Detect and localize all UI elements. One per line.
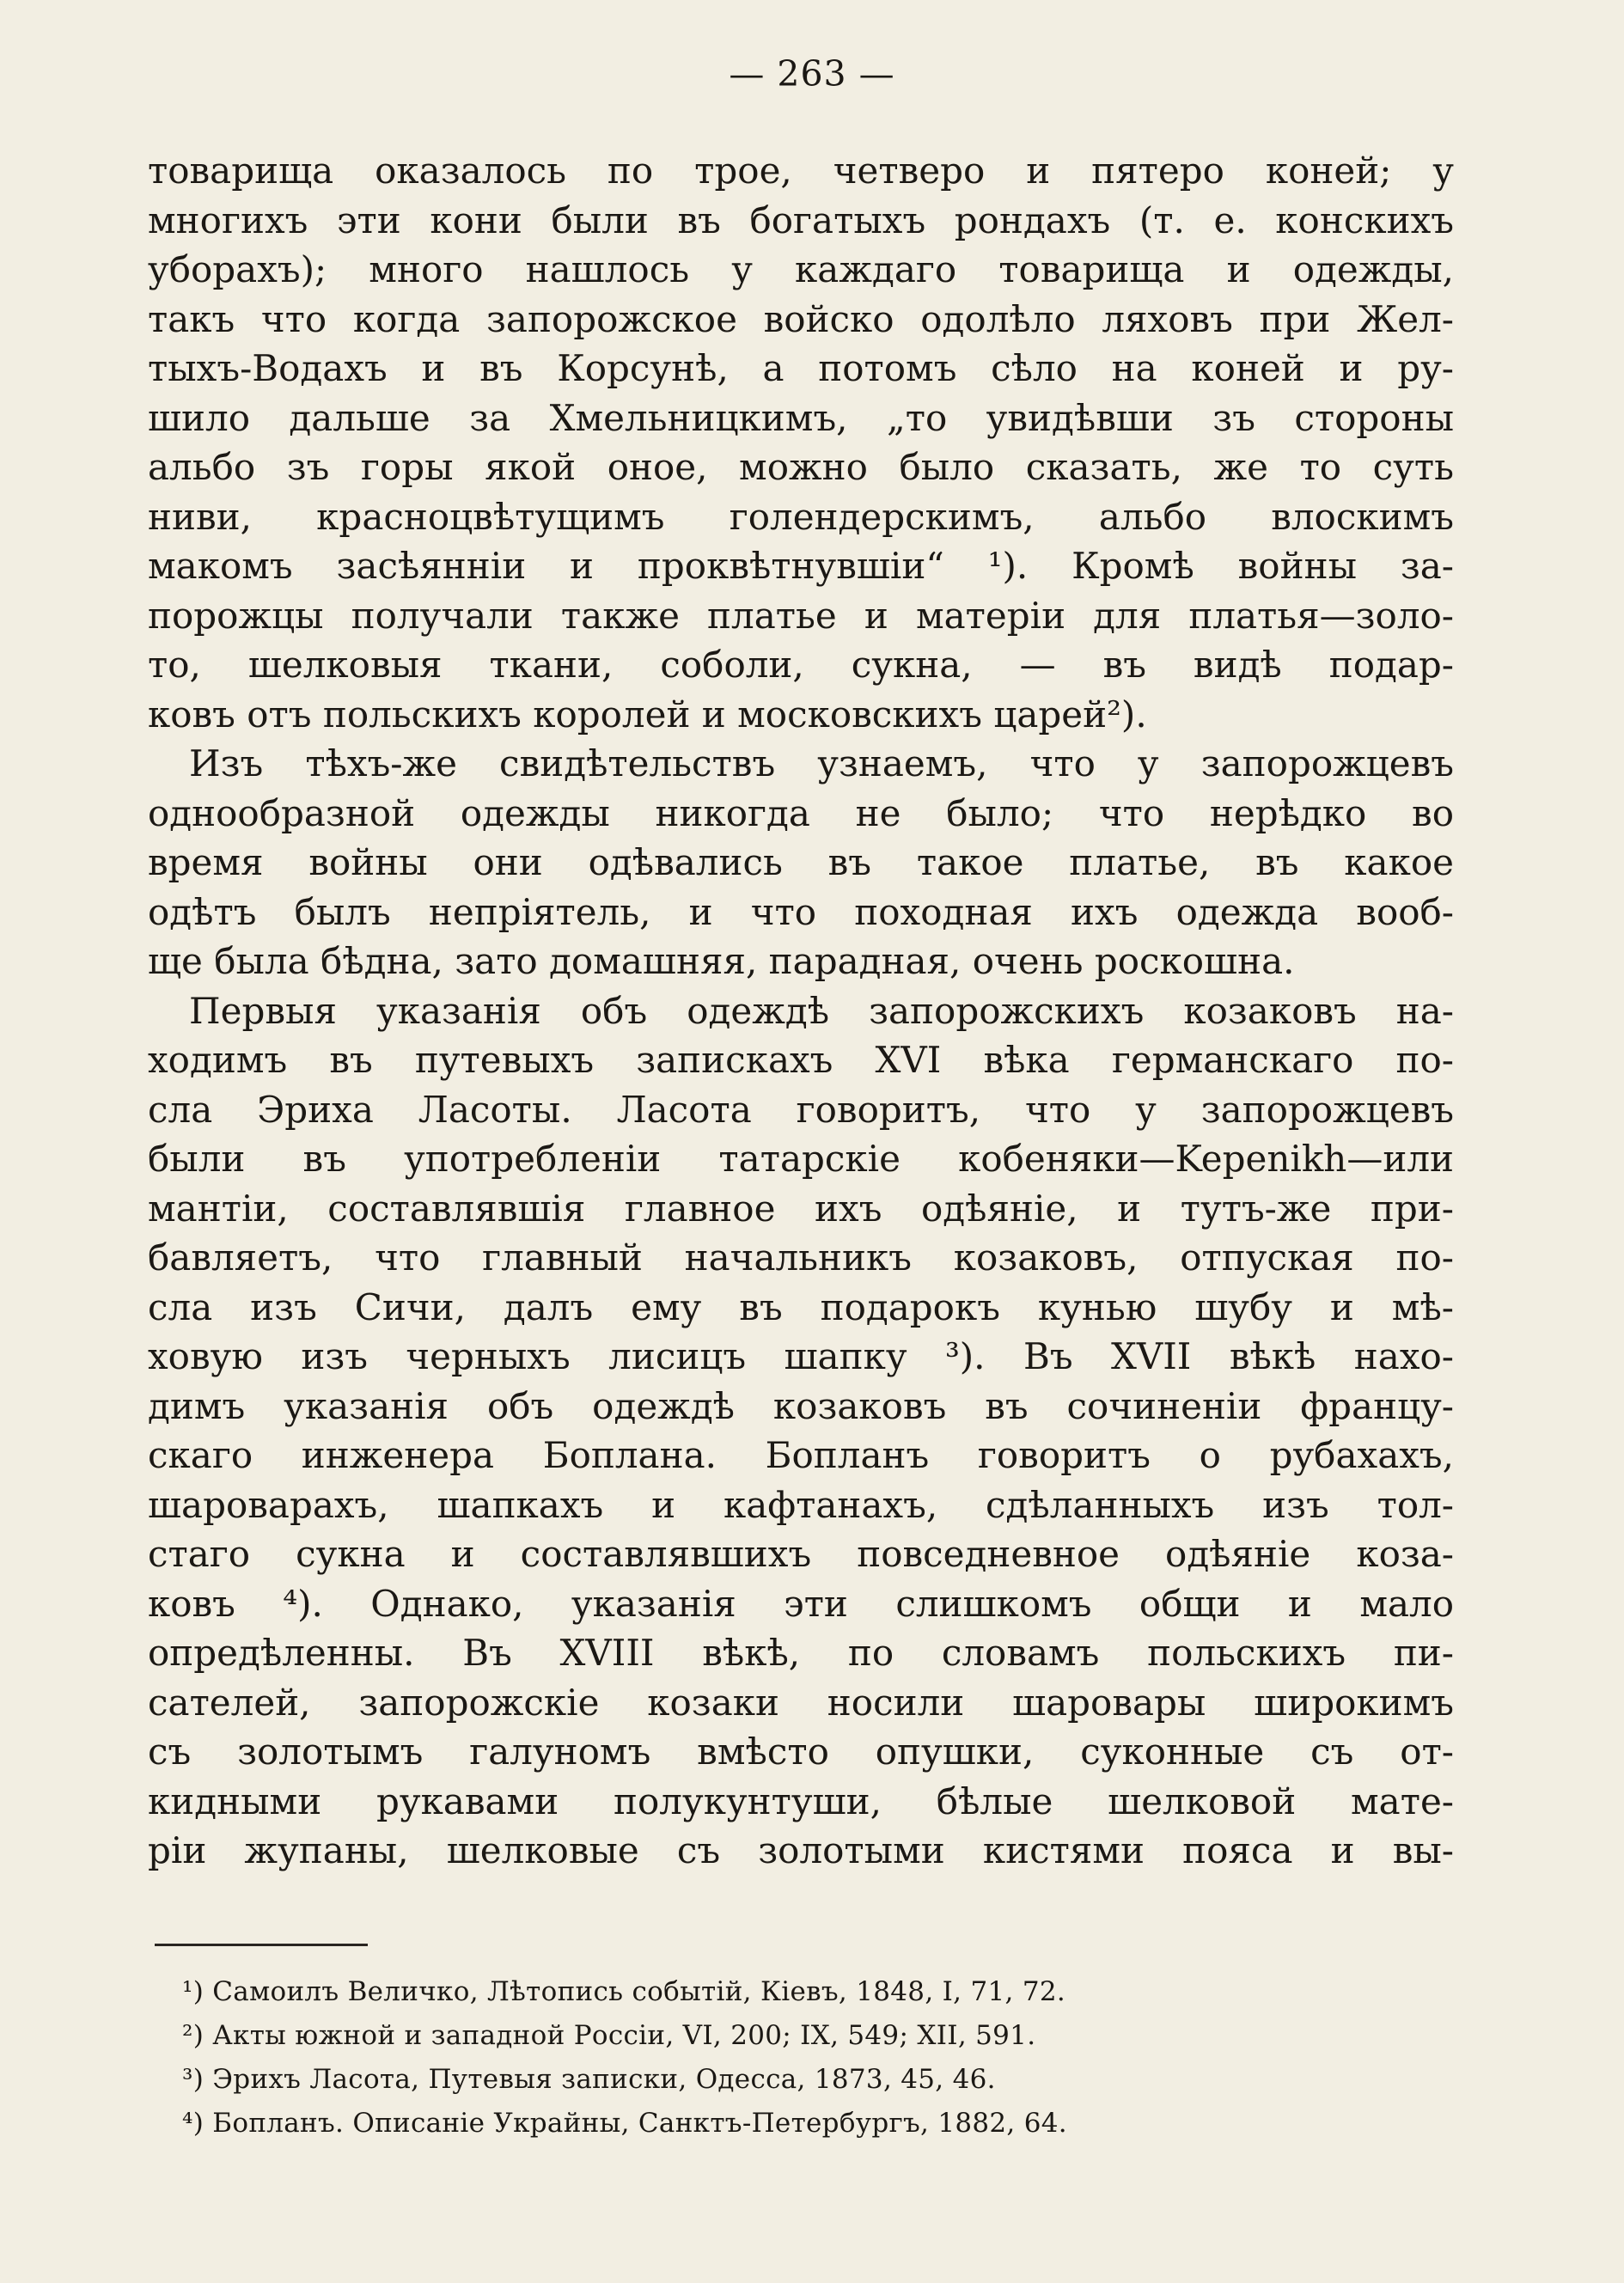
text-line: уборахъ); много нашлось у каждаго товарища и одежды, [148, 248, 1454, 290]
text-line: время войны они одѣвались въ такое платье, въ какое [148, 841, 1454, 883]
text-line: скаго инженера Боплана. Бопланъ говоритъ о рубахахъ, [148, 1434, 1454, 1476]
text-line: одѣтъ былъ непрiятель, и что походная ихъ одежда вооб- [148, 890, 1454, 933]
text-line: бавляетъ, что главный начальникъ козаковъ, отпуская по- [148, 1236, 1454, 1279]
text-line: то, шелковыя ткани, соболи, сукна, — въ видѣ подар- [148, 644, 1454, 686]
text-line: опредѣленны. Въ XVIII вѣкѣ, по словамъ польскихъ пи- [148, 1632, 1454, 1674]
text-line: димъ указанiя объ одеждѣ козаковъ въ сочиненiи францу- [148, 1384, 1454, 1427]
text-line: рiи жупаны, шелковые съ золотыми кистями пояса и вы- [148, 1829, 1454, 1871]
text-line: товарища оказалось по трое, четверо и пятеро коней; у [148, 150, 1454, 192]
text-line: ходимъ въ путевыхъ запискахъ XVI вѣка германскаго по- [148, 1039, 1454, 1081]
text-line: макомъ засѣяннiи и проквѣтнувшiи“ ¹). Кромѣ войны за- [148, 545, 1454, 587]
footnote-1: ¹) Самоилъ Величко, Лѣтопись событiй, Кiевъ, 1848, I, 71, 72. [182, 1976, 1066, 2007]
text-line: съ золотымъ галуномъ вмѣсто опушки, суконные съ от- [148, 1731, 1454, 1773]
text-line: сла изъ Сичи, далъ ему въ подарокъ кунью шубу и мѣ- [148, 1285, 1454, 1328]
text-line: тыхъ-Водахъ и въ Корсунѣ, а потомъ сѣло на коней и ру- [148, 347, 1454, 389]
text-line: альбо зъ горы якой оное, можно было сказать, же то суть [148, 446, 1454, 488]
text-line: многихъ эти кони были въ богатыхъ рондахъ (т. е. конскихъ [148, 198, 1454, 241]
footnote-2: ²) Акты южной и западной Россiи, VI, 200; IX, 549; XII, 591. [182, 2020, 1036, 2051]
text-line: ниви, красноцвѣтущимъ голендерскимъ, альбо влоскимъ [148, 495, 1454, 538]
text-line: ковъ ⁴). Однако, указанiя эти слишкомъ общи и мало [148, 1582, 1454, 1625]
text-line: шило дальше за Хмельницкимъ, „то увидѣвши зъ стороны [148, 396, 1454, 439]
text-line: стаго сукна и составлявшихъ повседневное одѣянiе коза- [148, 1533, 1454, 1575]
body-text [148, 146, 1454, 1876]
text-line: мантiи, составлявшiя главное ихъ одѣянiе, и тутъ-же при- [148, 1187, 1454, 1230]
footnote-4: ⁴) Бопланъ. Описанiе Украйны, Санктъ-Петербургъ, 1882, 64. [182, 2108, 1067, 2139]
text-line: порожцы получали также платье и матерiи для платья—золо- [148, 594, 1454, 637]
text-line: такъ что когда запорожское войско одолѣло ляховъ при Жел- [148, 297, 1454, 340]
footnote-rule [155, 1944, 368, 1946]
footnotes [182, 1970, 1299, 2146]
text-line: Первыя указанiя объ одеждѣ запорожскихъ козаковъ на- [189, 989, 1454, 1032]
text-line: Изъ тѣхъ-же свидѣтельствъ узнаемъ, что у запорожцевъ [189, 742, 1454, 784]
text-line: были въ употребленiи татарскiе кобеняки—Kepenikh—или [148, 1138, 1454, 1180]
text-line: ковъ отъ польскихъ королей и московскихъ царей²). [148, 693, 1147, 736]
text-line: сла Эриха Ласоты. Ласота говоритъ, что у запорожцевъ [148, 1088, 1454, 1131]
page-number: — 263 — [729, 53, 895, 95]
text-line: кидными рукавами полукунтуши, бѣлые шелковой мате- [148, 1779, 1454, 1822]
footnote-3: ³) Эрихъ Ласота, Путевыя записки, Одесса, 1873, 45, 46. [182, 2064, 996, 2095]
text-line: ховую изъ черныхъ лисицъ шапку ³). Въ XVII вѣкѣ нахо- [148, 1335, 1454, 1377]
text-line: ще была бѣдна, зато домашняя, парадная, очень роскошна. [148, 940, 1295, 982]
text-line: сателей, запорожскiе козаки носили шаровары широкимъ [148, 1681, 1454, 1724]
text-line: шароварахъ, шапкахъ и кафтанахъ, сдѣланныхъ изъ тол- [148, 1483, 1454, 1526]
text-line: однообразной одежды никогда не было; что нерѣдко во [148, 791, 1454, 834]
